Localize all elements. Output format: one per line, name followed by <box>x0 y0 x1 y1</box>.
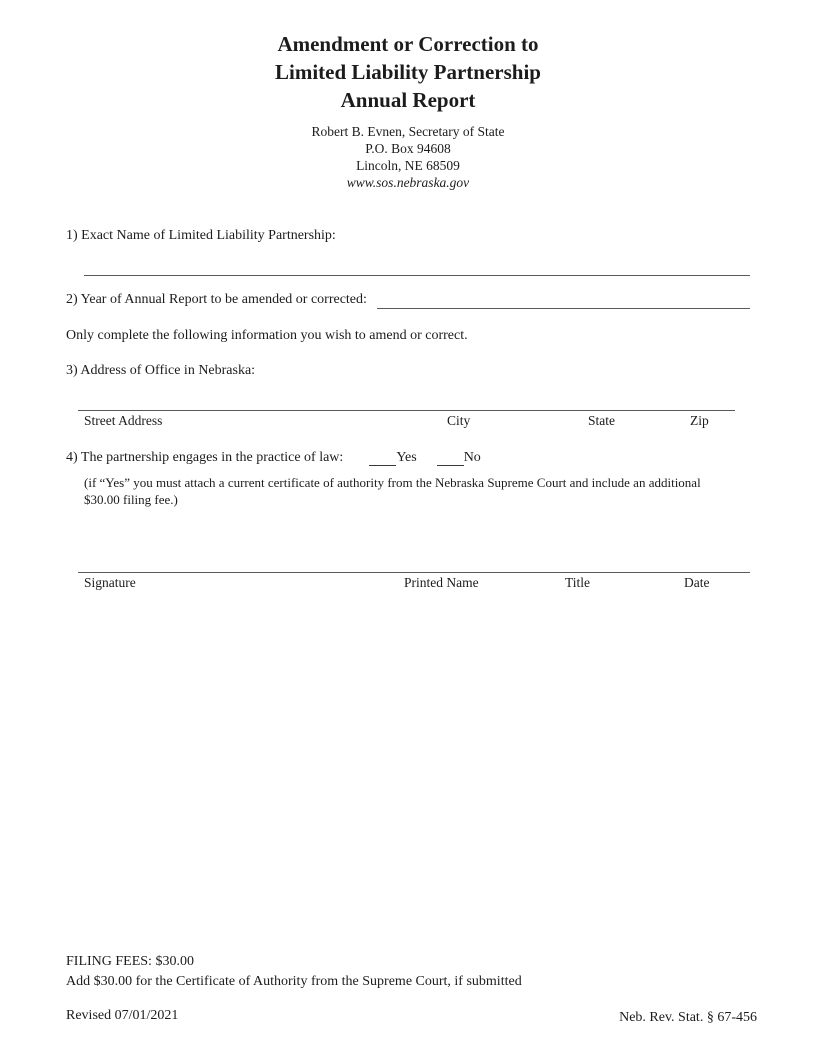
form-title-line1: Amendment or Correction to <box>277 32 539 56</box>
form-title <box>0 0 816 114</box>
item2-row <box>66 292 750 309</box>
item4-label: 4) The partnership engages in the practice of law: <box>66 450 344 465</box>
street-address-label: Street Address <box>84 413 163 428</box>
filing-fees-block <box>66 952 522 992</box>
yes-label: Yes <box>396 450 417 465</box>
no-blank-line <box>437 450 464 466</box>
city-label: City <box>447 413 471 428</box>
item1-label: 1) Exact Name of Limited Liability Partnership: <box>66 228 336 243</box>
title-label: Title <box>565 575 591 590</box>
office-address-line <box>78 379 735 411</box>
sos-website: www.sos.nebraska.gov <box>346 175 470 190</box>
item4-row <box>66 449 750 466</box>
statute-reference: Neb. Rev. Stat. § 67-456 <box>619 1010 757 1025</box>
form-body <box>0 228 816 592</box>
filing-fees-amount: FILING FEES: $30.00 <box>66 954 194 969</box>
item2-label: 2) Year of Annual Report to be amended or corrected: <box>66 292 367 307</box>
zip-label: Zip <box>690 413 709 428</box>
no-label: No <box>463 450 481 465</box>
secretary-name: Robert B. Evnen, Secretary of State <box>311 124 505 139</box>
partnership-name-line <box>84 244 750 276</box>
item3-label: 3) Address of Office in Nebraska: <box>66 363 256 378</box>
address-labels-row <box>66 413 750 430</box>
state-label: State <box>588 413 615 428</box>
signature-line <box>78 508 750 573</box>
signature-label: Signature <box>84 575 136 590</box>
date-label: Date <box>684 575 710 590</box>
certificate-fee-note: Add $30.00 for the Certificate of Authority from the Supreme Court, if submitted <box>66 974 522 989</box>
form-title-line2: Limited Liability Partnership <box>274 60 541 84</box>
item4-note: (if “Yes” you must attach a current certificate of authority from the Nebraska Supreme Court and include an additional $30.00 filing fee.) <box>84 475 701 507</box>
printed-name-label: Printed Name <box>404 575 479 590</box>
amend-instruction: Only complete the following information you wish to amend or correct. <box>66 328 468 343</box>
report-year-line <box>377 292 750 309</box>
secretary-contact-block <box>0 123 816 191</box>
form-title-line3: Annual Report <box>340 88 476 112</box>
revised-date: Revised 07/01/2021 <box>66 1008 179 1023</box>
signature-labels-row <box>66 575 750 592</box>
po-box: P.O. Box 94608 <box>365 141 451 156</box>
yes-blank-line <box>369 450 396 466</box>
city-state-zip: Lincoln, NE 68509 <box>356 158 460 173</box>
